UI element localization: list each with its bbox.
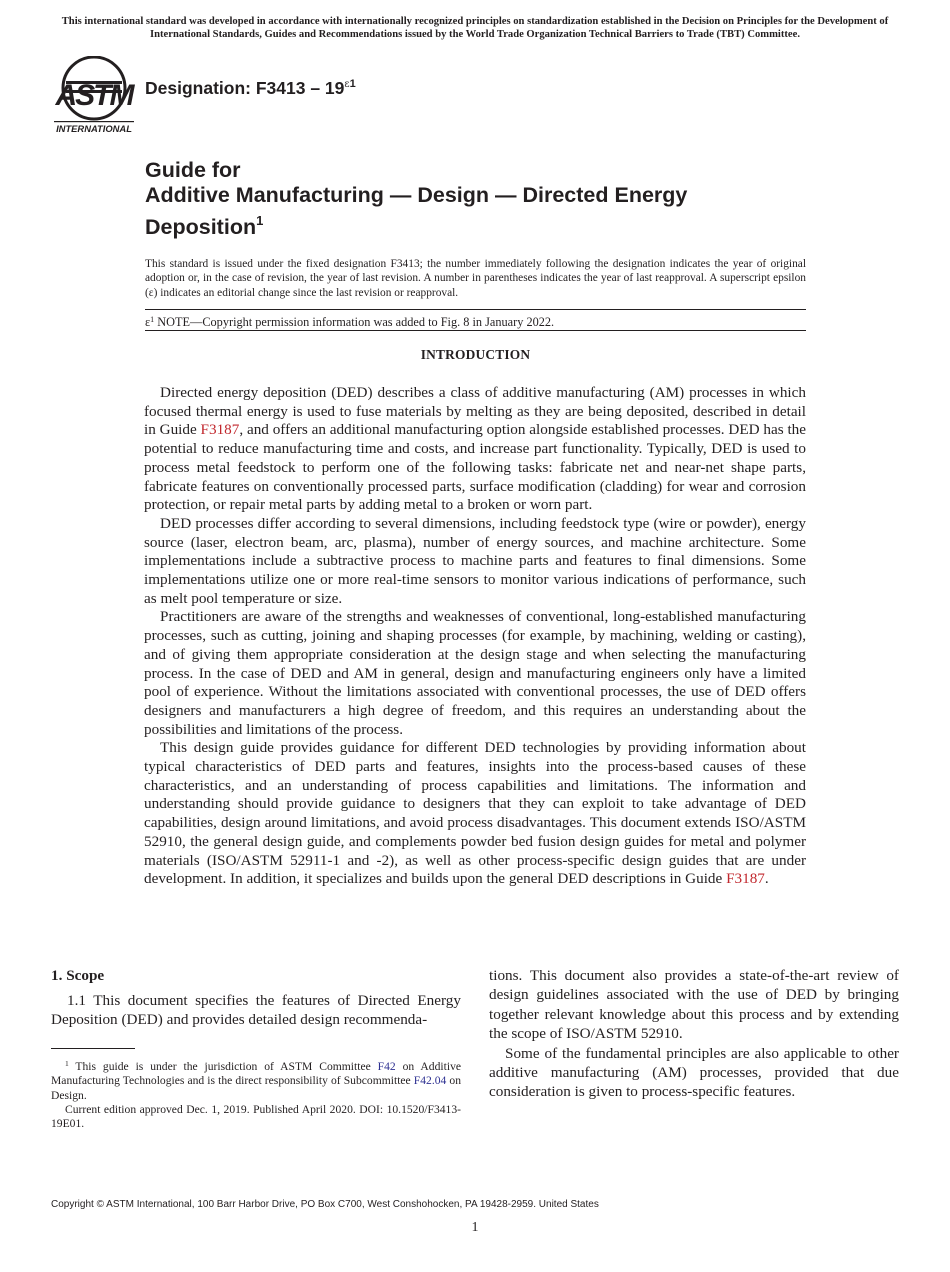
title-line-1: Guide for <box>145 158 241 182</box>
designation <box>145 78 356 99</box>
divider-top <box>145 309 806 310</box>
title-line-3: Deposition$^1$ <box>145 213 264 239</box>
scope-paragraph-1-1: 1.1 This document specifies the features of Directed Energy Deposition (DED) and provides detailed design recommenda- <box>51 992 461 1029</box>
introduction-body <box>144 384 806 889</box>
committee-link[interactable]: F42 <box>377 1060 396 1073</box>
astm-logo-icon <box>52 56 136 134</box>
designation-label: Designation: F3413 – 19 <box>145 78 345 98</box>
footnote-rule <box>51 1048 135 1049</box>
top-notice: This international standard was developed in accordance with internationally recognized principles on standardization established in the Decision on Principles for the Development of International Standards, Guides and Recommendations issued by the World Trade Organization Technical Barriers to Trade (TBT) Committee. <box>61 16 889 40</box>
footnote-1: $^1$ This guide is under the jurisdiction of ASTM Committee F42 on Additive Manufacturing Technologies and is the direct responsibility of Subcommittee F42.04 on Design. <box>51 1059 462 1102</box>
intro-paragraph-2: DED processes differ according to several dimensions, including feedstock type (wire or powder), energy source (laser, electron beam, arc, plasma), number of energy sources, and machine architecture. Some implementations include a subtractive process to machine parts and features to final dimensions. Some implementations utilize one or more real-time sensors to monitor various indications of performance, such as melt pool temperature or size. <box>144 514 806 607</box>
reference-link-f3187[interactable]: F3187 <box>726 870 765 888</box>
divider-bottom <box>145 330 806 331</box>
logo-subtext: INTERNATIONAL <box>56 123 132 134</box>
scope-heading: 1. Scope <box>51 967 105 984</box>
subcommittee-link[interactable]: F42.04 <box>413 1074 447 1088</box>
title-line-2: Additive Manufacturing — Design — Directed Energy <box>145 183 688 207</box>
logo-mark: ASTM <box>55 79 133 112</box>
footnotes <box>51 1057 461 1131</box>
scope-right-column <box>489 966 899 1102</box>
scope-paragraph-2: Some of the fundamental principles are also applicable to other additive manufacturing (AM) processes, provided that due consideration is given to process-specific features. <box>489 1044 899 1101</box>
intro-paragraph-1: Directed energy deposition (DED) describes a class of additive manufacturing (AM) processes in which focused thermal energy is used to fuse materials by melting as they are being deposited, described in detail in Guide F3187, and offers an additional manufacturing option alongside established processes. DED has the potential to reduce manufacturing time and costs, and increase part functionality. Typically, DED is used to process metal feedstock to perform one of the following tasks: fabricate net and near-net shape parts, fabricate features on conventionally processed parts, surface modification (cladding) for wear and corrosion protection, or repair metal parts by adding metal to a broken or worn part. <box>144 384 807 514</box>
designation-superscript: ε1 <box>344 78 356 90</box>
editorial-note: $\varepsilon^1$ NOTE—Copyright permission information was added to Fig. 8 in January 2022. <box>145 315 555 329</box>
scope-paragraph-continued: tions. This document also provides a state-of-the-art review of design guidelines associated with the use of DED by bringing together relevant knowledge about this process and by extending the scope of ISO/ASTM 52910. <box>489 967 899 1043</box>
page-number: 1 <box>471 1220 479 1235</box>
intro-paragraph-4: This design guide provides guidance for different DED technologies by providing information about typical characteristics of DED parts and features, insights into the process-based causes of these characteristics, and an understanding of process capabilities and limitations. The information and understanding should provide guidance to designers that they can exploit to take advantage of DED capabilities, design around limitations, and avoid process disadvantages. This document extends ISO/ASTM 52910, the general design guide, and complements powder bed fusion design guides for metal and polymer materials (ISO/ASTM 52911-1 and -2), as well as other process-specific design guides that are under development. In addition, it specializes and builds upon the general DED descriptions in Guide F3187. <box>144 739 806 888</box>
introduction-heading: INTRODUCTION <box>420 347 531 362</box>
astm-international-logo <box>52 56 136 134</box>
reference-link-f3187[interactable]: F3187 <box>200 421 240 439</box>
copyright-notice: Copyright © ASTM International, 100 Barr Harbor Drive, PO Box C700, West Conshohocken, PA 19428-2959. United States <box>51 1199 599 1210</box>
intro-paragraph-3: Practitioners are aware of the strengths and weaknesses of conventional, long-established manufacturing processes, such as cutting, joining and shaping processes (for example, by machining, welding or casting), and of giving them appropriate consideration at the design stage and when selecting the manufacturing process. In the case of DED and AM in general, design and manufacturing engineers only have a limited pool of experience. Without the limitations associated with conventional processes, the use of DED offers designers and manufacturers a high degree of freedom, and this requires an understanding about the possibilities and limitations of the process. <box>144 608 806 738</box>
issuance-statement: This standard is issued under the fixed designation F3413; the number immediately following the designation indicates the year of original adoption or, in the case of revision, the year of last revision. A number in parentheses indicates the year of last reapproval. A superscript epsilon (ε) indicates an editorial change since the last revision or reapproval. <box>145 258 806 299</box>
edition-note: Current edition approved Dec. 1, 2019. Published April 2020. DOI: 10.1520/F3413-19E01. <box>51 1102 461 1131</box>
title-footnote-mark: 1 <box>256 213 264 228</box>
document-title <box>145 158 825 240</box>
